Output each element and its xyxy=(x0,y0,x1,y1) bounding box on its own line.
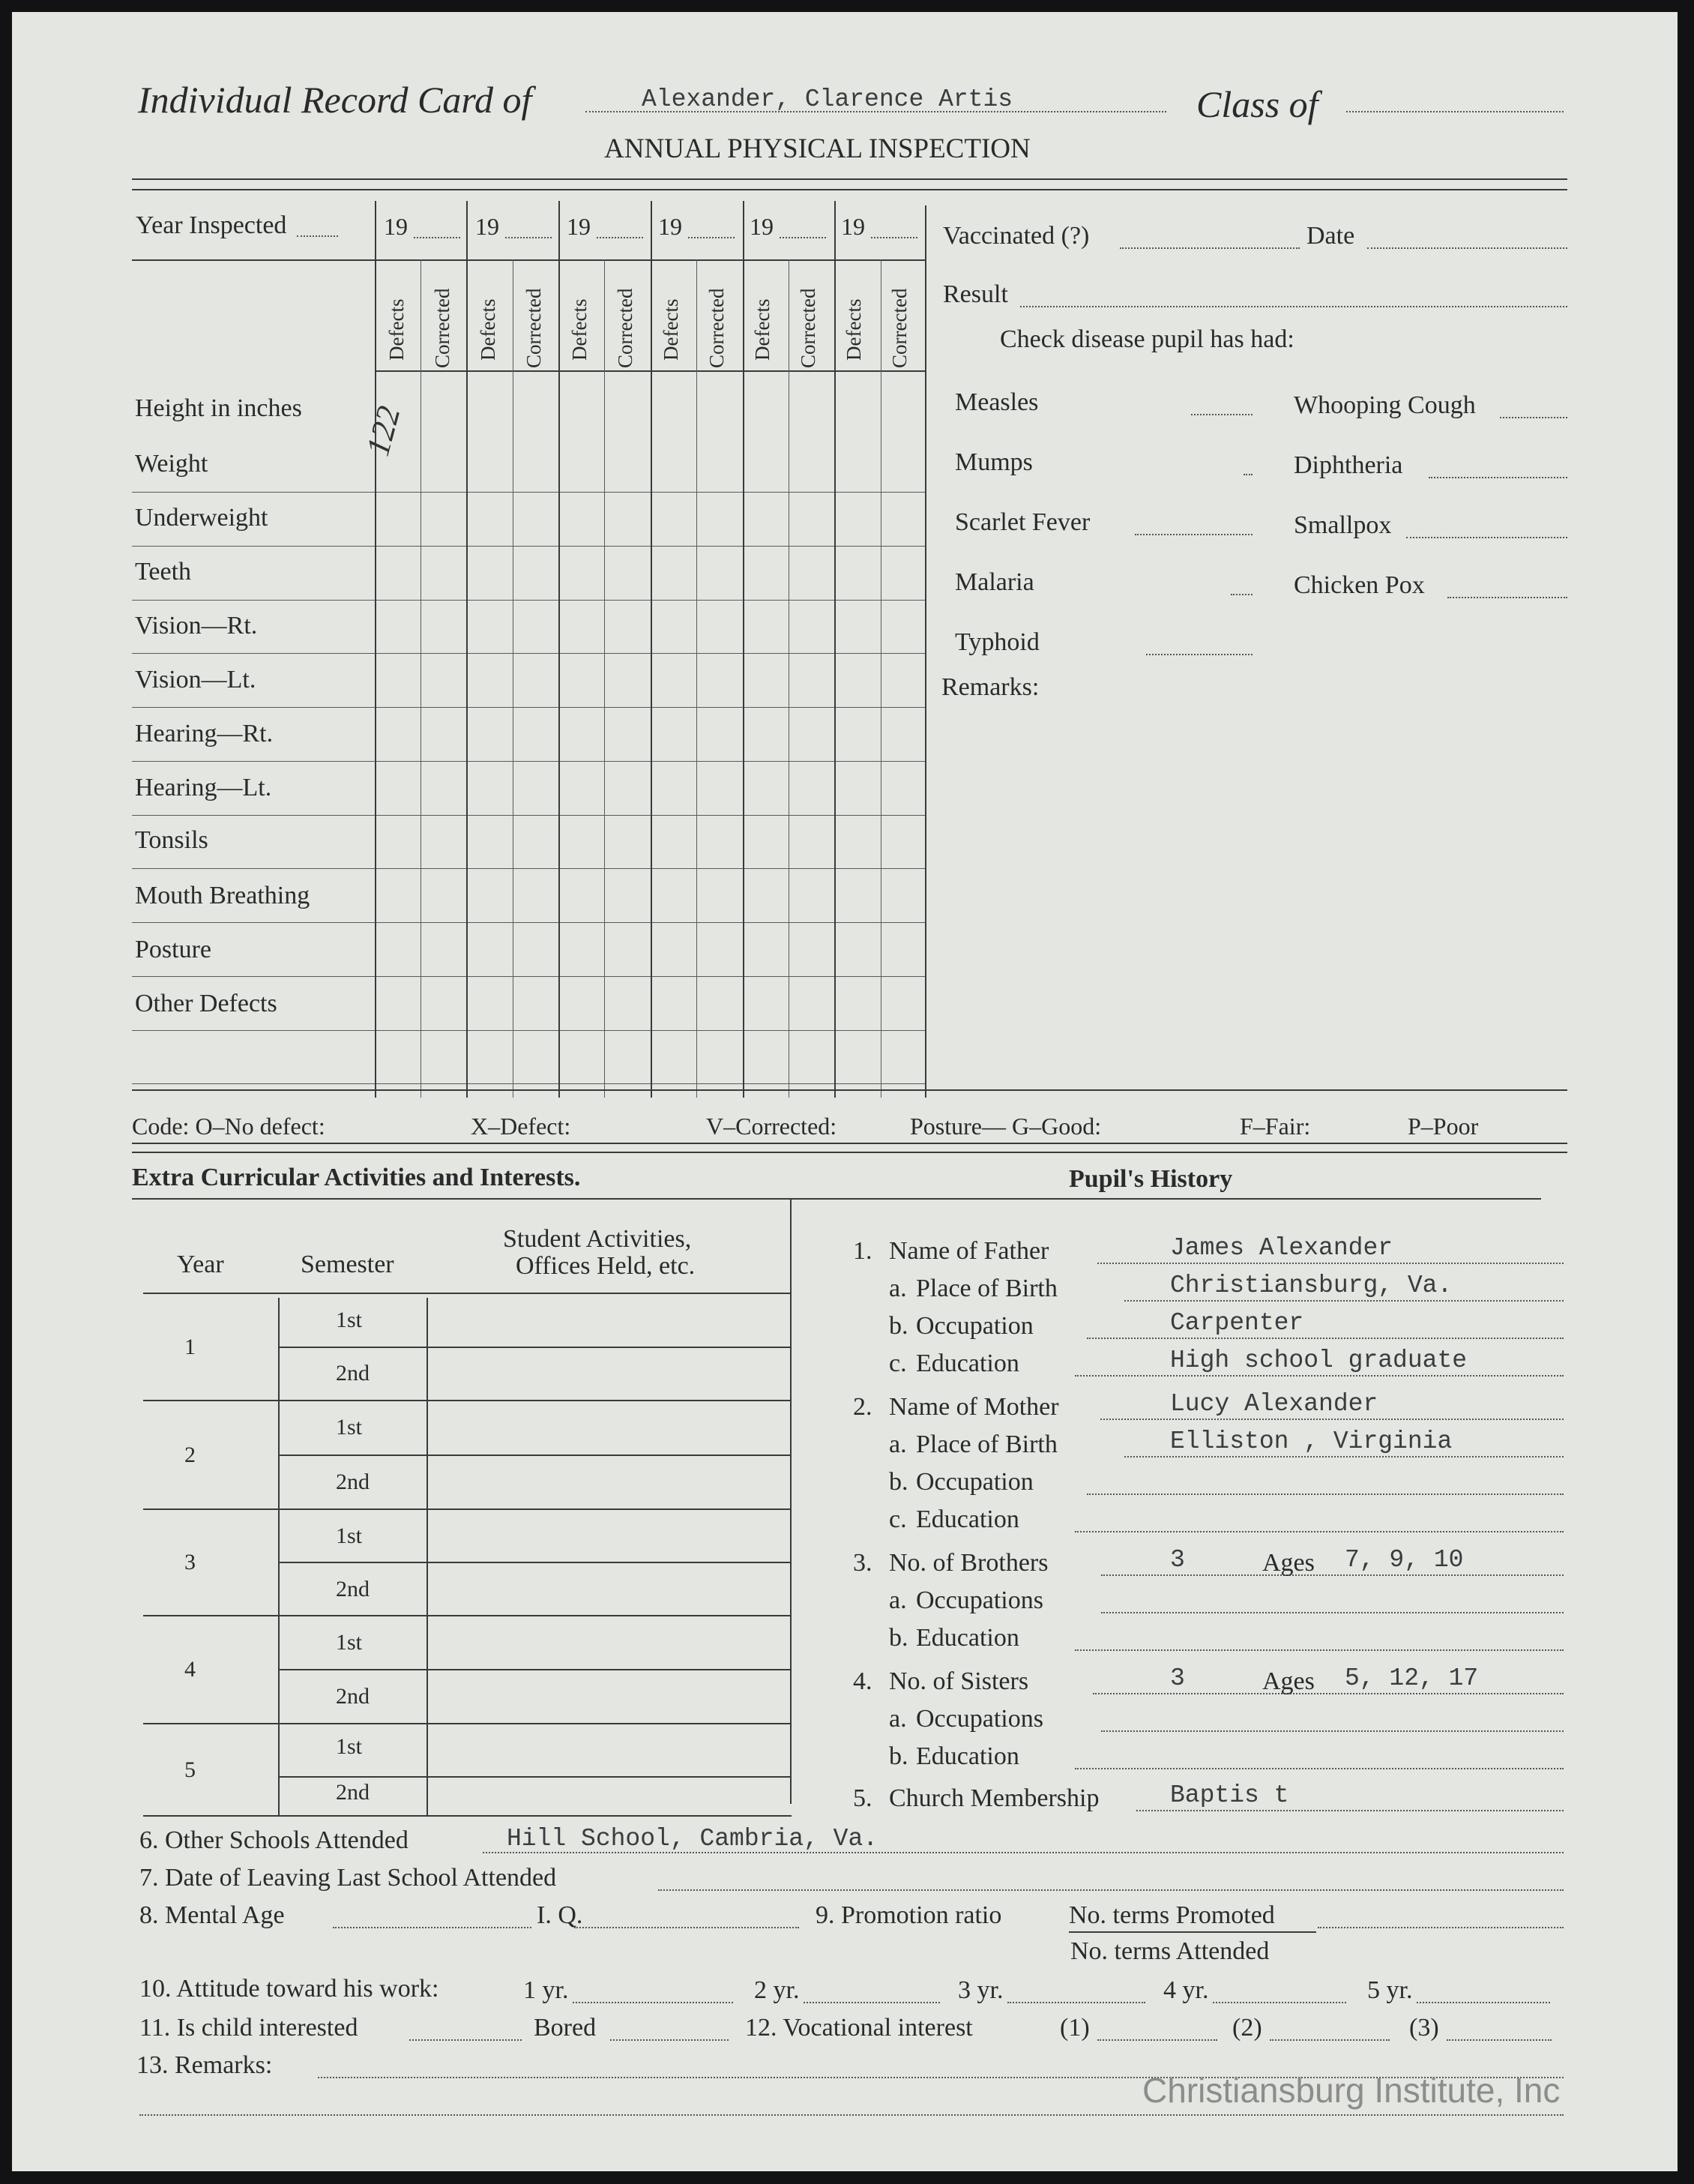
inspection-row-label: Underweight xyxy=(135,504,268,532)
semester-label: 2nd xyxy=(336,1780,370,1805)
history-number: 4. xyxy=(853,1667,872,1695)
disease-label: Mumps xyxy=(955,448,1033,476)
inspection-row-label: Mouth Breathing xyxy=(135,882,310,909)
ages-value: 5, 12, 17 xyxy=(1345,1664,1479,1692)
history-number: 3. xyxy=(853,1549,872,1577)
disease-label: Chicken Pox xyxy=(1294,571,1425,599)
vaccinated-label: Vaccinated (?) xyxy=(943,222,1090,250)
history-label: Church Membership xyxy=(889,1784,1100,1812)
year-column-header: Year xyxy=(177,1251,224,1278)
attitude-year-label: 2 yr. xyxy=(754,1976,800,2004)
inspection-row-label: Other Defects xyxy=(135,990,277,1017)
code-legend-item: X–Defect: xyxy=(471,1113,571,1140)
ages-value: 7, 9, 10 xyxy=(1345,1546,1464,1574)
ages-label: Ages xyxy=(1262,1667,1315,1695)
history-label: No. of Sisters xyxy=(889,1667,1029,1695)
corrected-column-header: Corrected xyxy=(797,288,819,368)
vocational-item: (1) xyxy=(1060,2014,1090,2042)
attitude-year-label: 4 yr. xyxy=(1163,1976,1209,2004)
history-number: a. xyxy=(889,1275,907,1302)
disease-label: Diphtheria xyxy=(1294,451,1403,479)
history-label: Name of Mother xyxy=(889,1393,1059,1421)
defects-column-header: Defects xyxy=(660,298,682,361)
attitude-year-label: 5 yr. xyxy=(1367,1976,1413,2004)
record-card xyxy=(12,12,1678,2171)
iq-label: I. Q. xyxy=(537,1901,583,1929)
history-number: b. xyxy=(889,1312,908,1340)
vocational-label: 12. Vocational interest xyxy=(745,2014,973,2042)
defects-column-header: Defects xyxy=(843,298,865,361)
history-label: Education xyxy=(916,1350,1019,1377)
bored-label: Bored xyxy=(534,2014,597,2042)
disease-label: Smallpox xyxy=(1294,511,1392,539)
inspection-row-label: Weight xyxy=(135,450,208,478)
history-number: a. xyxy=(889,1705,907,1733)
promotion-label: 9. Promotion ratio xyxy=(816,1901,1002,1929)
defects-column-header: Defects xyxy=(477,298,499,361)
attitude-year-label: 1 yr. xyxy=(523,1976,569,2004)
year-prefix: 19 xyxy=(658,213,682,240)
student-name: Alexander, Clarence Artis xyxy=(642,85,1013,113)
history-number: a. xyxy=(889,1431,907,1458)
form-subtitle: ANNUAL PHYSICAL INSPECTION xyxy=(604,133,1031,164)
history-number: c. xyxy=(889,1350,907,1377)
defects-column-header: Defects xyxy=(568,298,591,361)
activity-year: 1 xyxy=(184,1334,196,1359)
history-label: Occupation xyxy=(916,1312,1034,1340)
semester-label: 1st xyxy=(336,1307,363,1332)
history-label: Occupations xyxy=(916,1586,1043,1614)
inspection-row-label: Vision—Lt. xyxy=(135,666,256,694)
history-value: 3 xyxy=(1170,1546,1185,1574)
inspection-row-label: Hearing—Lt. xyxy=(135,774,272,801)
ages-label: Ages xyxy=(1262,1549,1315,1577)
semester-column-header: Semester xyxy=(301,1251,394,1278)
disease-label: Measles xyxy=(955,388,1039,416)
promotion-denominator: No. terms Attended xyxy=(1070,1937,1270,1965)
disease-label: Malaria xyxy=(955,568,1034,596)
history-title: Pupil's History xyxy=(1069,1165,1233,1193)
activity-year: 3 xyxy=(184,1550,196,1574)
code-legend-item: Posture— G–Good: xyxy=(910,1113,1102,1140)
history-value: Elliston , Virginia xyxy=(1170,1428,1453,1455)
form-title: Individual Record Card of xyxy=(138,79,532,121)
remarks-label: Remarks: xyxy=(941,673,1040,701)
semester-label: 2nd xyxy=(336,1469,370,1494)
class-label: Class of xyxy=(1196,83,1318,125)
year-inspected-label: Year Inspected xyxy=(136,211,287,239)
year-prefix: 19 xyxy=(750,213,774,240)
activity-year: 4 xyxy=(184,1657,196,1682)
inspection-row-label: Hearing—Rt. xyxy=(135,720,274,747)
defects-column-header: Defects xyxy=(385,298,408,361)
remarks-13-label: 13. Remarks: xyxy=(136,2051,273,2079)
inspection-row-label: Tonsils xyxy=(135,826,208,854)
other-schools-label: 6. Other Schools Attended xyxy=(139,1826,409,1854)
semester-label: 1st xyxy=(336,1733,363,1759)
semester-label: 2nd xyxy=(336,1576,370,1601)
activities-title: Extra Curricular Activities and Interests. xyxy=(132,1164,581,1191)
history-value: 3 xyxy=(1170,1664,1185,1692)
corrected-column-header: Corrected xyxy=(522,288,545,368)
semester-label: 1st xyxy=(336,1630,363,1655)
year-prefix: 19 xyxy=(841,213,865,240)
weight-entry: 122 xyxy=(359,402,408,460)
attitude-year-label: 3 yr. xyxy=(958,1976,1004,2004)
code-legend-item: Code: O–No defect: xyxy=(132,1113,325,1140)
year-prefix: 19 xyxy=(567,213,591,240)
defects-column-header: Defects xyxy=(751,298,774,361)
history-number: a. xyxy=(889,1586,907,1614)
activities-column-header: Student Activities, xyxy=(503,1225,692,1253)
semester-label: 2nd xyxy=(336,1361,370,1386)
semester-label: 1st xyxy=(336,1523,363,1548)
result-label: Result xyxy=(943,280,1008,308)
interested-label: 11. Is child interested xyxy=(139,2014,358,2042)
other-schools-value: Hill School, Cambria, Va. xyxy=(507,1825,878,1853)
history-number: b. xyxy=(889,1468,908,1496)
vocational-item: (2) xyxy=(1232,2014,1262,2042)
inspection-row-label: Teeth xyxy=(135,558,192,586)
disease-label: Scarlet Fever xyxy=(955,508,1091,536)
disease-label: Whooping Cough xyxy=(1294,391,1476,419)
disease-label: Typhoid xyxy=(955,628,1040,656)
year-prefix: 19 xyxy=(384,213,408,240)
history-label: Occupation xyxy=(916,1468,1034,1496)
history-label: No. of Brothers xyxy=(889,1549,1049,1577)
history-number: b. xyxy=(889,1624,908,1652)
activity-year: 2 xyxy=(184,1442,196,1467)
history-value: Carpenter xyxy=(1170,1309,1304,1337)
history-value: James Alexander xyxy=(1170,1234,1393,1262)
vocational-item: (3) xyxy=(1409,2014,1439,2042)
code-legend-item: F–Fair: xyxy=(1240,1113,1311,1140)
activities-column-header: Offices Held, etc. xyxy=(516,1252,696,1280)
history-number: 5. xyxy=(853,1784,872,1812)
attitude-label: 10. Attitude toward his work: xyxy=(139,1975,439,2003)
history-value: Baptis t xyxy=(1170,1781,1289,1809)
code-legend-item: P–Poor xyxy=(1408,1113,1479,1140)
year-prefix: 19 xyxy=(475,213,499,240)
inspection-row-label: Vision—Rt. xyxy=(135,612,258,640)
code-legend-item: V–Corrected: xyxy=(706,1113,837,1140)
disease-instruction: Check disease pupil has had: xyxy=(1000,325,1294,353)
promotion-numerator: No. terms Promoted xyxy=(1069,1901,1275,1929)
inspection-row-label: Posture xyxy=(135,936,211,963)
history-label: Name of Father xyxy=(889,1237,1049,1265)
history-number: 1. xyxy=(853,1237,872,1265)
activity-year: 5 xyxy=(184,1757,196,1782)
history-label: Place of Birth xyxy=(916,1431,1058,1458)
mental-age-label: 8. Mental Age xyxy=(139,1901,285,1929)
history-value: High school graduate xyxy=(1170,1347,1468,1374)
history-label: Education xyxy=(916,1742,1019,1770)
corrected-column-header: Corrected xyxy=(614,288,636,368)
watermark: Christiansburg Institute, Inc xyxy=(1142,2071,1561,2110)
history-number: b. xyxy=(889,1742,908,1770)
history-number: 2. xyxy=(853,1393,872,1421)
corrected-column-header: Corrected xyxy=(705,288,728,368)
history-label: Education xyxy=(916,1624,1019,1652)
corrected-column-header: Corrected xyxy=(888,288,911,368)
history-value: Christiansburg, Va. xyxy=(1170,1272,1453,1299)
semester-label: 1st xyxy=(336,1415,363,1440)
corrected-column-header: Corrected xyxy=(431,288,453,368)
history-number: c. xyxy=(889,1505,907,1533)
date-leaving-label: 7. Date of Leaving Last School Attended xyxy=(139,1864,557,1892)
history-label: Occupations xyxy=(916,1705,1043,1733)
semester-label: 2nd xyxy=(336,1684,370,1709)
date-label: Date xyxy=(1306,222,1355,250)
history-label: Place of Birth xyxy=(916,1275,1058,1302)
history-label: Education xyxy=(916,1505,1019,1533)
history-value: Lucy Alexander xyxy=(1170,1390,1378,1418)
inspection-row-label: Height in inches xyxy=(135,394,302,422)
